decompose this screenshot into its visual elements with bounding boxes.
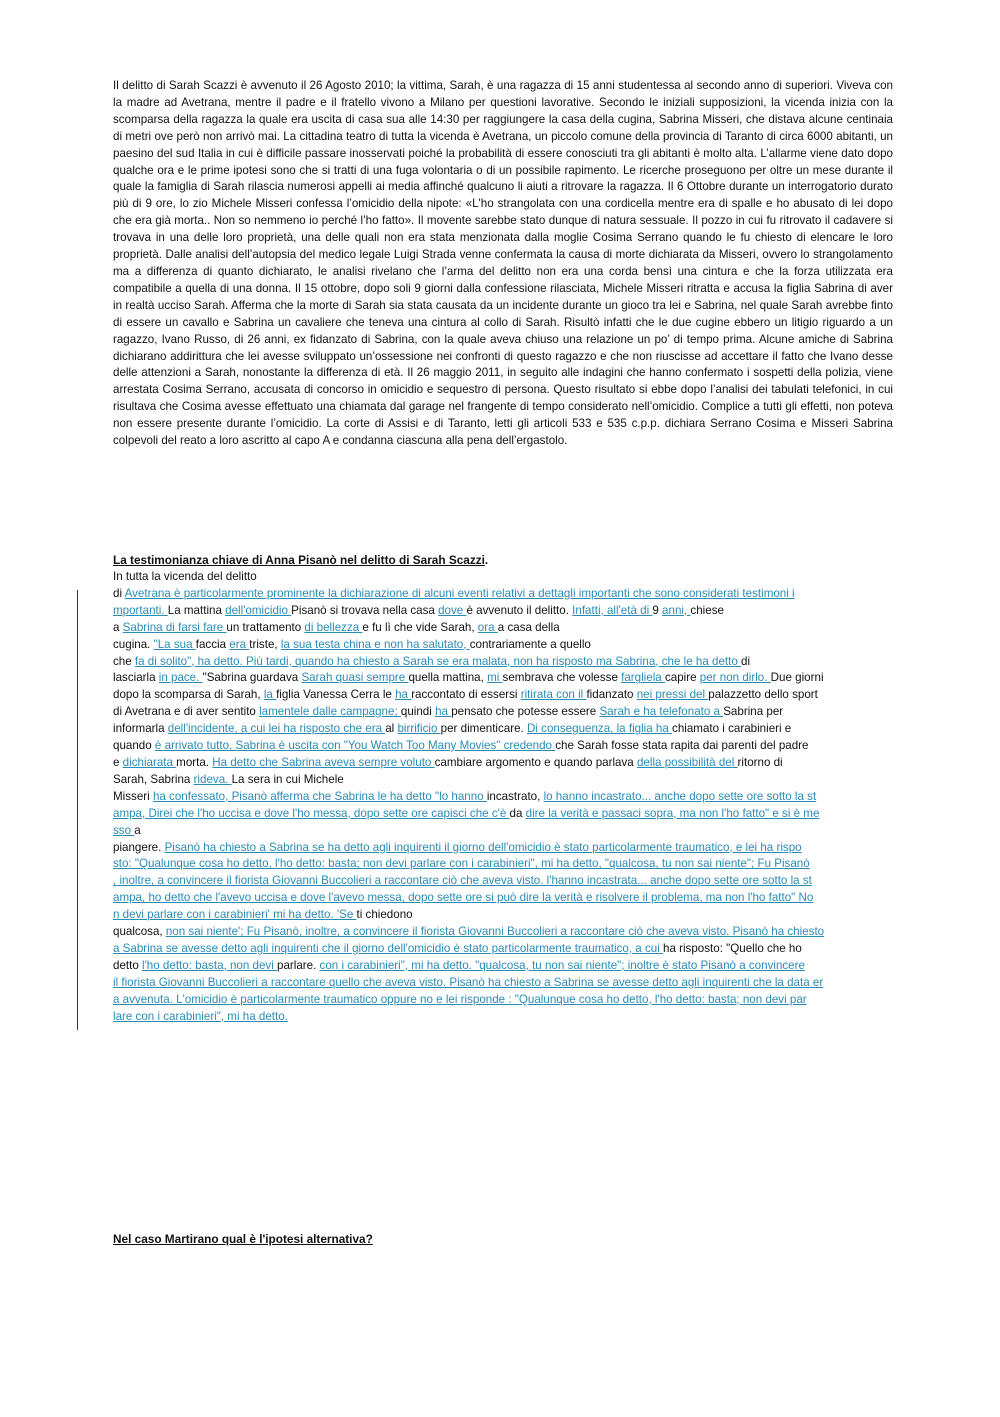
- hyperlink-text[interactable]: l'ho detto: basta, non devi: [142, 958, 278, 972]
- plain-text: quindi: [400, 705, 436, 719]
- hyperlink-text[interactable]: ampa, Direi che l'ho uccisa e dove l'ho messa, dopo sette ore capisci che c'è: [113, 806, 510, 820]
- plain-text: e: [113, 755, 123, 769]
- hyperlink-text[interactable]: era: [229, 637, 250, 651]
- testimony-line: [113, 806, 893, 823]
- hyperlink-text[interactable]: dire la verità e passaci sopra, ma non l'ho fatto" e si è me: [525, 806, 820, 820]
- testimony-line: [113, 1009, 893, 1026]
- plain-text: e fu lì che vide Sarah,: [362, 620, 478, 634]
- hyperlink-text[interactable]: , inoltre, a convincere il fiorista Giovanni Buccolieri a raccontare ciò che aveva visto. l'hanno incastrata... anche dopo sette ore sotto la st: [113, 874, 812, 888]
- hyperlink-text[interactable]: Infatti, all'età di: [572, 603, 653, 617]
- section-heading-text: La testimonianza chiave di Anna Pisanò nel delitto di Sarah Scazzi: [113, 553, 485, 567]
- hyperlink-text[interactable]: mi: [487, 671, 503, 685]
- hyperlink-text[interactable]: ha: [395, 688, 412, 702]
- plain-text: chiamato i carabinieri e: [672, 722, 792, 736]
- hyperlink-text[interactable]: è arrivato tutto, Sabrina è uscita con "You Watch Too Many Movies" credendo: [154, 739, 556, 753]
- testimony-line: [113, 654, 893, 671]
- plain-text: al: [385, 722, 398, 736]
- plain-text: ha risposto: "Quello che ho: [663, 941, 802, 955]
- hyperlink-text[interactable]: la: [263, 688, 277, 702]
- testimony-line: [113, 755, 893, 772]
- plain-text: faccia: [195, 637, 230, 651]
- body-paragraph: Il delitto di Sarah Scazzi è avvenuto il 26 Agosto 2010; la vittima, Sarah, è una ragazza di 15 anni studentessa al secondo anno di superiori. Viveva con la madre ad Avetrana, mentre il padre e il fratello vivono a Milano per questioni lavorative. Secondo le iniziali supposizioni, la vicenda inizia con la scomparsa della ragazza la quale era uscita di casa sua alle 14:30 per raggiungere la casa della cugina, Sabrina Misseri, che distava alcune centinaia di metri ove però non arrivò mai. La cittadina teatro di tutta la vicenda è Avetrana, un piccolo comune della provincia di Taranto di circa 6000 abitanti, un paesino del sud Italia in cui è difficile passare inosservati poiché la probabilità di essere conosciuti tra gli abitanti è molto alta. L’allarme viene dato dopo qualche ora e le prime ipotesi sono che si tratti di una fuga volontaria o di un possibile rapimento. Le ricerche proseguono per oltre un mese durante il quale la famiglia di Sarah rilascia numerosi appelli ai media affinché qualcuno li aiuti a ritrovare la ragazza. Il 6 Ottobre durante un interrogatorio durato più di 9 ore, lo zio Michele Misseri confessa l’omicidio della nipote: «L'ho strangolata con una cordicella mentre era di spalle e ho abusato di lei dopo che era già morta.. Non so nemmeno io perché l’ho fatto». Il movente sarebbe stato dunque di natura sessuale. Il pozzo in cui fu ritrovato il cadavere si trovava in una delle loro proprietà, una delle quali non era stata menzionata dalla moglie Cosima Serrano quando le fu chiesto di elencare le loro proprietà. Dalle analisi dell’autopsia del medico legale Luigi Strada venne confermata la causa di morte dichiarata da Misseri, ovvero lo strangolamento ma a differenza di quanto dichiarato, le analisi rivelano che l’arma del delitto non era una corda bensì una cintura e che la forza utilizzata era compatibile a quella di una donna. Il 15 ottobre, dopo soli 9 giorni dalla confessione rilasciata, Michele Misseri ritratta e accusa la figlia Sabrina di aver in realtà ucciso Sarah. Afferma che la morte di Sarah sia stata causata da un incidente durante un gioco tra lei e Sabrina, nel quale Sarah avrebbe finto di essere un cavallo e Sabrina un cavaliere che teneva una cintura al collo di Sarah. Risultò infatti che le due cugine ebbero un litigio riguardo a un ragazzo, Ivano Russo, di 26 anni, ex fidanzato di Sabrina, con la quale aveva chiuso una relazione un po’ di tempo prima. Alcune amiche di Sabrina dichiarano addirittura che lei avesse sviluppato un’ossessione nei confronti di questo ragazzo e che non riuscisse ad accettare il fatto che Ivano desse delle attenzioni a Sarah, nonostante la differenza di età. Il 26 maggio 2011, in seguito alle indagini che hanno confermato i sospetti della polizia, viene arrestata Cosima Serrano, accusata di concorso in omicidio e sequestro di persona. Questo risultato si ebbe dopo l’analisi dei tabulati telefonici, in cui risultava che Cosima avesse effettuato una chiamata dal garage nel frangente di tempo considerato nell’omicidio. Complice a tutti gli effetti, non poteva non essere presente durante l’omicidio. La corte di Assisi e di Taranto, letti gli articoli 533 e 535 c.p.p. dichiara Serrano Cosima e Misseri Sabrina colpevoli del reato a loro ascritto al capo A e condanna ciascuna alla pena dell’ergastolo.: [113, 79, 893, 448]
- hyperlink-text[interactable]: la sua testa china e non ha salutato,: [280, 637, 470, 651]
- testimony-line: [113, 620, 893, 637]
- hyperlink-text[interactable]: a Sabrina se avesse detto agli inquirenti che il giorno dell'omicidio è stato particolarmente traumatico, a cui: [113, 941, 663, 955]
- hyperlink-text[interactable]: con i carabinieri", mi ha detto. "qualcosa, tu non sai niente"; inoltre è stato Pisanò a convincere: [319, 958, 805, 972]
- plain-text: palazzetto dello sport: [708, 688, 818, 702]
- plain-text: figlia Vanessa Cerra le: [276, 688, 396, 702]
- hyperlink-text[interactable]: a avvenuta. L'omicidio è particolarmente traumatico oppure no e lei risponde : "Qualunque cosa ho detto, l'ho detto: basta; non devi par: [113, 992, 807, 1006]
- testimony-line: [113, 603, 893, 620]
- testimony-section: [113, 569, 893, 1025]
- plain-text: di: [113, 586, 125, 600]
- plain-text: cambiare argomento e quando parlava: [434, 755, 637, 769]
- plain-text: ritorno di: [737, 755, 783, 769]
- hyperlink-text[interactable]: "La sua: [153, 637, 196, 651]
- hyperlink-text[interactable]: dove: [438, 603, 467, 617]
- testimony-line: [113, 789, 893, 806]
- hyperlink-text[interactable]: ritirata con il: [520, 688, 587, 702]
- hyperlink-text[interactable]: non sai niente'; Fu Pisanò, inoltre, a convincere il fiorista Giovanni Buccolieri a raccontare ciò che aveva visto. Pisanò ha chiesto: [165, 925, 825, 939]
- hyperlink-text[interactable]: n devi parlare con i carabinieri' mi ha detto. 'Se: [113, 908, 357, 922]
- revision-margin-bar: [77, 590, 78, 1030]
- section-heading: [113, 552, 488, 569]
- plain-text: da: [509, 806, 526, 820]
- plain-text: La mattina: [167, 603, 226, 617]
- plain-text: incastrato,: [486, 789, 544, 803]
- plain-text: è avvenuto il delitto.: [466, 603, 573, 617]
- plain-text: detto: [113, 958, 143, 972]
- plain-text: morta.: [176, 755, 213, 769]
- hyperlink-text[interactable]: Sarah quasi sempre: [301, 671, 409, 685]
- hyperlink-text[interactable]: Di conseguenza, la figlia ha: [527, 722, 673, 736]
- testimony-line: [113, 704, 893, 721]
- plain-text: La sera in cui Michele: [231, 772, 344, 786]
- hyperlink-text[interactable]: birrificio: [397, 722, 441, 736]
- plain-text: Due giorni: [770, 671, 824, 685]
- plain-text: Sabrina per: [723, 705, 784, 719]
- hyperlink-text[interactable]: Sarah e ha telefonato a: [599, 705, 724, 719]
- hyperlink-text[interactable]: sso: [113, 823, 135, 837]
- plain-text: Pisanò si trovava nella casa: [291, 603, 439, 617]
- plain-text: un trattamento: [226, 620, 305, 634]
- testimony-intro: In tutta la vicenda del delitto: [113, 570, 257, 583]
- plain-text: informarla: [113, 722, 168, 736]
- plain-text: contrariamente a quello: [469, 637, 591, 651]
- hyperlink-text[interactable]: lo hanno incastrato... anche dopo sette ore sotto la st: [543, 789, 817, 803]
- plain-text: che: [113, 654, 135, 668]
- question-heading: Nel caso Martirano qual è l'ipotesi alternativa?: [113, 1232, 373, 1246]
- testimony-line: [113, 637, 893, 654]
- plain-text: capire: [664, 671, 700, 685]
- hyperlink-text[interactable]: di bellezza: [304, 620, 363, 634]
- hyperlink-text[interactable]: Avetrana è particolarmente prominente la dichiarazione di alcuni eventi relativi a dettagli importanti che sono considerati testimoni i: [124, 586, 795, 600]
- testimony-line: [113, 890, 893, 907]
- plain-text: di: [741, 654, 751, 668]
- hyperlink-text[interactable]: dell'omicidio: [225, 603, 292, 617]
- hyperlink-text[interactable]: anni,: [662, 603, 691, 617]
- plain-text: pensato che potesse essere: [451, 705, 600, 719]
- testimony-line: [113, 738, 893, 755]
- testimony-line: [113, 840, 893, 857]
- plain-text: triste,: [249, 637, 281, 651]
- hyperlink-text[interactable]: ha: [435, 705, 452, 719]
- hyperlink-text[interactable]: rideva.: [193, 772, 232, 786]
- hyperlink-text[interactable]: Pisanò ha chiesto a Sabrina se ha detto agli inquirenti il giorno dell'omicidio è stato particolarmente traumatico, e lei ha rispo: [164, 840, 802, 854]
- plain-text: cugina.: [113, 637, 154, 651]
- plain-text: a casa della: [497, 620, 560, 634]
- testimony-line: [113, 924, 893, 941]
- plain-text: dopo la scomparsa di Sarah,: [113, 688, 264, 702]
- plain-text: Misseri: [113, 789, 153, 803]
- testimony-line: [113, 873, 893, 890]
- plain-text: quando: [113, 739, 155, 753]
- hyperlink-text[interactable]: della possibilità del: [636, 755, 738, 769]
- hyperlink-text[interactable]: dichiarata: [122, 755, 177, 769]
- testimony-line: [113, 941, 893, 958]
- hyperlink-text[interactable]: ora: [477, 620, 498, 634]
- hyperlink-text[interactable]: il fiorista Giovanni Buccolieri a raccontare quello che aveva visto. Pisanò ha chiesto a Sabrina se avesse detto agli inquirenti che la data er: [113, 975, 824, 989]
- plain-text: che Sarah fosse stata rapita dai parenti del padre: [555, 739, 809, 753]
- plain-text: di Avetrana e di aver sentito: [113, 705, 260, 719]
- testimony-line: [113, 586, 893, 603]
- hyperlink-text[interactable]: nei pressi del: [636, 688, 709, 702]
- testimony-line: [113, 975, 893, 992]
- plain-text: ti chiedono: [356, 908, 413, 922]
- plain-text: 9: [652, 603, 663, 617]
- plain-text: raccontato di essersi: [411, 688, 521, 702]
- hyperlink-text[interactable]: mportanti.: [113, 603, 168, 617]
- testimony-line: [113, 992, 893, 1009]
- testimony-line: [113, 687, 893, 704]
- plain-text: sembrava che volesse: [502, 671, 622, 685]
- hyperlink-text[interactable]: ha confessato, Pisanò afferma che Sabrina le ha detto "lo hanno: [152, 789, 487, 803]
- plain-text: parlare.: [277, 958, 320, 972]
- hyperlink-text[interactable]: fa di solito", ha detto. Più tardi, quando ha chiesto a Sarah se era malata, non ha risposto ma Sabrina, che le ha detto: [134, 654, 742, 668]
- hyperlink-text[interactable]: sto: "Qualunque cosa ho detto, l'ho detto: basta; non devi parlare con i carabinieri", mi ha detto, "qualcosa, tu non sai niente"; Fu Pisanò: [113, 857, 810, 871]
- plain-text: lasciarla: [113, 671, 159, 685]
- plain-text: a: [113, 620, 123, 634]
- hyperlink-text[interactable]: in pace.: [158, 671, 203, 685]
- testimony-line: [113, 670, 893, 687]
- hyperlink-text[interactable]: Ha detto che Sabrina aveva sempre voluto: [212, 755, 435, 769]
- hyperlink-text[interactable]: dell'incidente, a cui lei ha risposto che era: [167, 722, 386, 736]
- plain-text: a: [134, 823, 141, 837]
- plain-text: quella mattina,: [408, 671, 488, 685]
- testimony-line: [113, 958, 893, 975]
- testimony-line: [113, 823, 893, 840]
- testimony-line: [113, 907, 893, 924]
- plain-text: Sarah, Sabrina: [113, 772, 194, 786]
- hyperlink-text[interactable]: lare con i carabinieri", mi ha detto.: [113, 1009, 288, 1023]
- plain-text: chiese: [690, 603, 724, 617]
- plain-text: qualcosa,: [113, 925, 166, 939]
- hyperlink-text[interactable]: fargliela: [621, 671, 665, 685]
- testimony-line: [113, 856, 893, 873]
- testimony-lines: [113, 586, 893, 1026]
- testimony-line: [113, 721, 893, 738]
- hyperlink-text[interactable]: Sabrina di farsi fare: [122, 620, 227, 634]
- hyperlink-text[interactable]: ampa, ho detto che l'avevo uccisa e dove l'avevo messa, dopo sette ore si può dire la verità e risolvere il problema, ma non l'ho fatto" No: [113, 891, 814, 905]
- plain-text: "Sabrina guardava: [202, 671, 302, 685]
- hyperlink-text[interactable]: per non dirlo.: [699, 671, 771, 685]
- plain-text: fidanzato: [586, 688, 637, 702]
- plain-text: per dimenticare.: [440, 722, 528, 736]
- section-heading-period: .: [484, 553, 489, 567]
- plain-text: piangere.: [113, 840, 165, 854]
- hyperlink-text[interactable]: lamentele dalle campagne;: [259, 705, 401, 719]
- testimony-line: [113, 772, 893, 789]
